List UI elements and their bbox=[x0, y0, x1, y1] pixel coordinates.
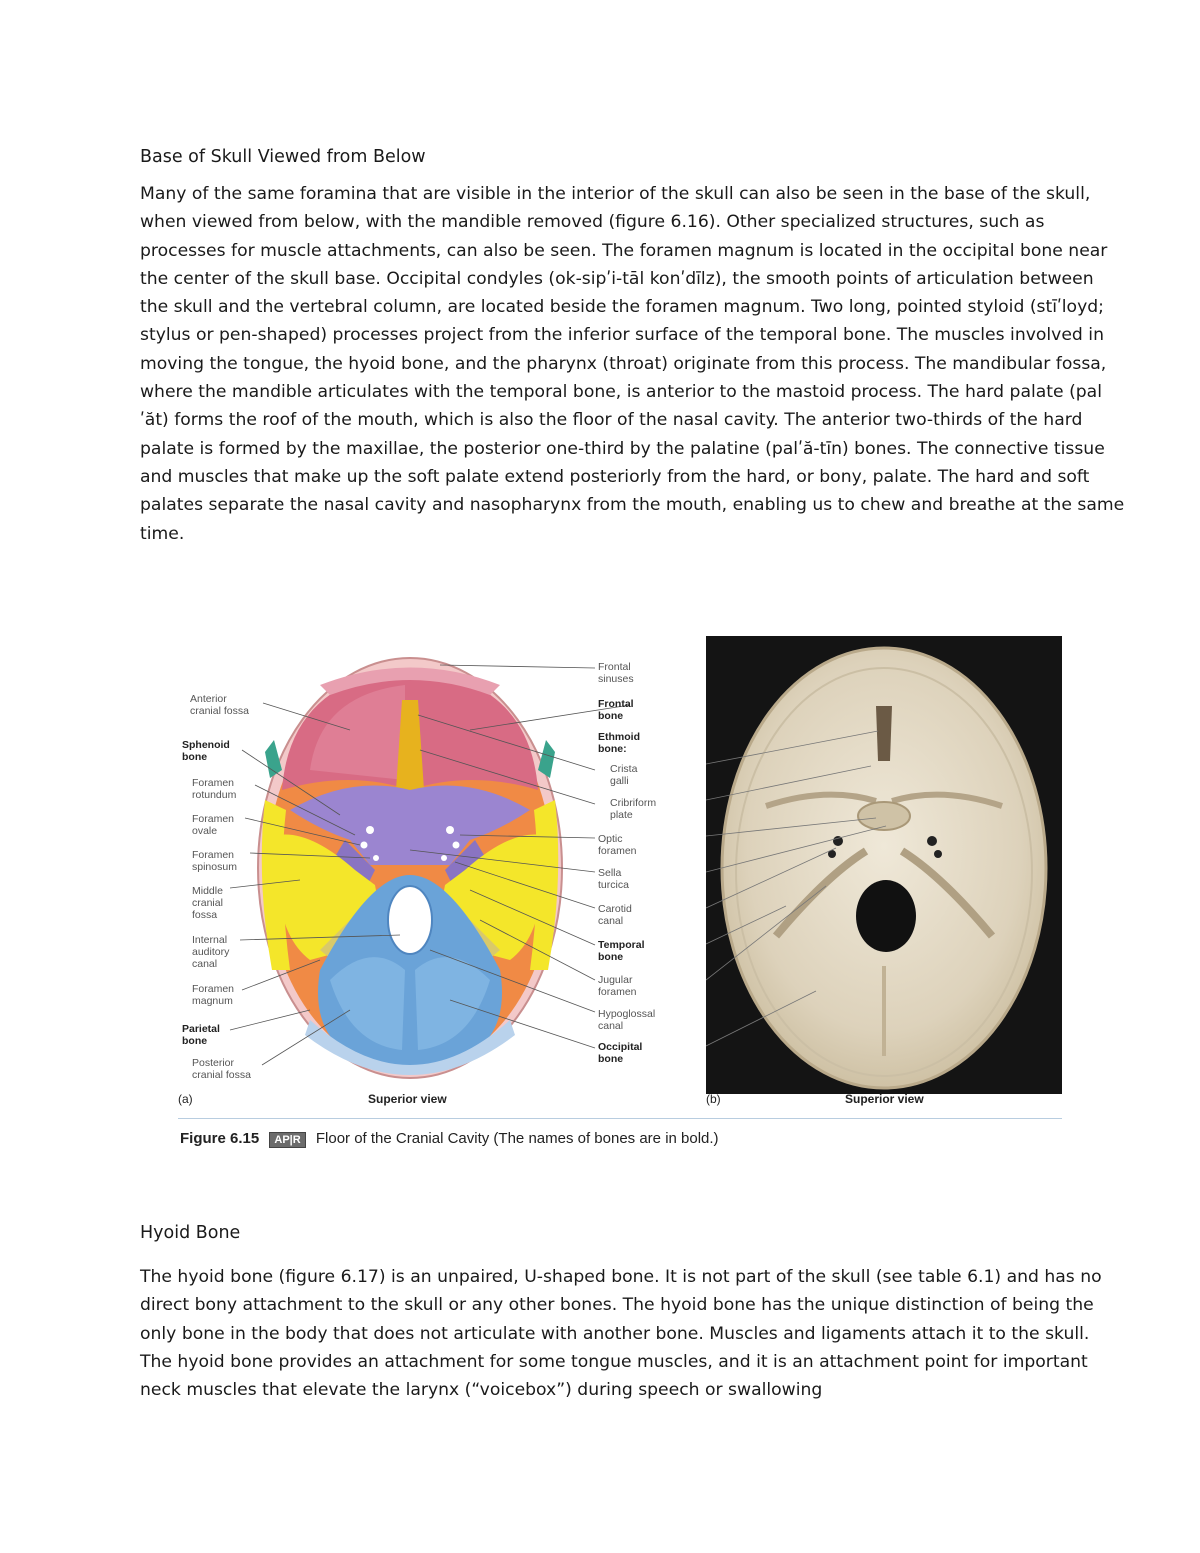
label-frontal-bone: Frontal bone bbox=[598, 698, 634, 722]
foramen-photo-dot bbox=[927, 836, 937, 846]
label-middle-cranial-fossa: Middle cranial fossa bbox=[192, 885, 223, 921]
crista-galli-shadow bbox=[876, 706, 892, 761]
text-line: moving the tongue, the hyoid bone, and the pharynx (throat) originate from this process. The mandibular fossa, bbox=[140, 353, 1107, 374]
foramen-dot bbox=[441, 855, 447, 861]
text-line: processes for muscle attachments, can also be seen. The foramen magnum is located in the occipital bone near bbox=[140, 240, 1108, 261]
label-foramen-rotundum: Foramen rotundum bbox=[192, 777, 237, 801]
sella-shadow bbox=[858, 802, 910, 830]
paragraph-hyoid-bone bbox=[140, 1263, 1140, 1404]
text-line: Many of the same foramina that are visible in the interior of the skull can also be seen in the base of the skull, bbox=[140, 184, 1091, 204]
text-line: stylus or pen-shaped) processes project from the inferior surface of the temporal bone. The muscles involved in bbox=[140, 325, 1104, 346]
cranial-floor-photo bbox=[706, 636, 1062, 1094]
panel-a-letter: (a) bbox=[178, 1092, 193, 1106]
figure-caption-text: Floor of the Cranial Cavity (The names of bones are in bold.) bbox=[315, 1130, 719, 1147]
text-line: time. bbox=[140, 523, 185, 544]
label-sphenoid-bone: Sphenoid bone bbox=[182, 739, 230, 763]
text-line: palates separate the nasal cavity and nasopharynx from the mouth, enabling us to chew and breathe at the same bbox=[140, 495, 1125, 516]
label-jugular-foramen: Jugular foramen bbox=[598, 974, 637, 998]
label-frontal-sinuses: Frontal sinuses bbox=[598, 661, 634, 685]
label-ethmoid-bone: Ethmoid bone: bbox=[598, 731, 640, 755]
text-line: the skull and the vertebral column, are located beside the foramen magnum. Two long, pointed styloid (stīʹloyd; bbox=[140, 297, 1104, 318]
label-sella-turcica: Sella turcica bbox=[598, 867, 629, 891]
text-line: palate is formed by the maxillae, the posterior one-third by the palatine (palʹă-tīn) bones. The connective tissue bbox=[140, 438, 1105, 459]
label-foramen-ovale: Foramen ovale bbox=[192, 813, 235, 837]
foramen-dot bbox=[373, 855, 379, 861]
text-line: neck muscles that elevate the larynx (“voicebox”) during speech or swallowing bbox=[140, 1380, 823, 1401]
label-foramen-spinosum: Foramen spinosum bbox=[192, 849, 237, 873]
label-parietal-bone: Parietal bone bbox=[182, 1023, 220, 1047]
figure-panel-captions bbox=[178, 1092, 1058, 1112]
figure-caption bbox=[180, 1130, 719, 1148]
label-hypoglossal-canal: Hypoglossal canal bbox=[598, 1008, 656, 1032]
foramen-magnum-hole bbox=[388, 886, 432, 954]
caption-divider bbox=[178, 1118, 1062, 1119]
label-carotid-canal: Carotid canal bbox=[598, 903, 632, 927]
apr-badge: AP|R bbox=[269, 1132, 305, 1148]
text-line: The hyoid bone provides an attachment for some tongue muscles, and it is an attachment point for important bbox=[140, 1351, 1088, 1372]
label-optic-foramen: Optic foramen bbox=[598, 833, 637, 857]
foramen-photo-dot bbox=[934, 850, 942, 858]
foramen-magnum-photo bbox=[856, 880, 916, 952]
text-line: The hyoid bone (figure 6.17) is an unpaired, U-shaped bone. It is not part of the skull (see table 6.1) and has no bbox=[140, 1267, 1102, 1287]
panel-b-view-label: Superior view bbox=[845, 1092, 924, 1106]
text-line: ʹăt) forms the roof of the mouth, which is also the floor of the nasal cavity. The anterior two-thirds of the hard bbox=[140, 410, 1083, 431]
label-anterior-cranial-fossa: Anterior cranial fossa bbox=[190, 693, 249, 717]
text-line: the center of the skull base. Occipital condyles (ok-sipʹi-tāl konʹdīlz), the smooth points of articulation between bbox=[140, 268, 1094, 289]
paragraph-base-of-skull bbox=[140, 180, 1140, 548]
label-temporal-bone: Temporal bone bbox=[598, 939, 645, 963]
foramen-dot bbox=[361, 842, 368, 849]
foramen-dot bbox=[366, 826, 374, 834]
text-line: where the mandible articulates with the temporal bone, is anterior to the mastoid process. The hard palate (pal bbox=[140, 382, 1102, 403]
cranial-floor-illustration bbox=[170, 640, 690, 1110]
text-line: and muscles that make up the soft palate extend posteriorly from the hard, or bony, palate. The hard and soft bbox=[140, 466, 1090, 487]
text-line: only bone in the body that does not articulate with another bone. Muscles and ligaments attach it to the skull. bbox=[140, 1323, 1090, 1344]
label-cribriform-plate: Cribriform plate bbox=[610, 797, 657, 821]
label-internal-auditory-canal: Internal auditory canal bbox=[192, 934, 230, 970]
label-foramen-magnum: Foramen magnum bbox=[192, 983, 235, 1007]
label-posterior-cranial-fossa: Posterior cranial fossa bbox=[192, 1057, 251, 1081]
panel-a-view-label: Superior view bbox=[368, 1092, 447, 1106]
figure-number: Figure 6.15 bbox=[180, 1130, 260, 1147]
section-heading-base-of-skull: Base of Skull Viewed from Below bbox=[140, 147, 426, 167]
foramen-dot bbox=[446, 826, 454, 834]
text-line: direct bony attachment to the skull or any other bones. The hyoid bone has the unique distinction of being the bbox=[140, 1295, 1094, 1316]
label-crista-galli: Crista galli bbox=[610, 763, 638, 787]
label-occipital-bone: Occipital bone bbox=[598, 1041, 643, 1065]
text-line: when viewed from below, with the mandible removed (figure 6.16). Other specialized structures, such as bbox=[140, 212, 1045, 233]
section-heading-hyoid-bone: Hyoid Bone bbox=[140, 1223, 241, 1243]
panel-b-letter: (b) bbox=[706, 1092, 721, 1106]
foramen-dot bbox=[453, 842, 460, 849]
